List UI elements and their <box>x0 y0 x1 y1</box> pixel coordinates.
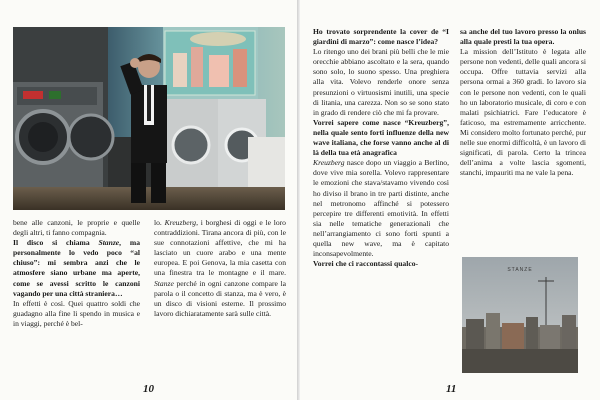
photo-illustration <box>13 27 285 210</box>
interview-question: Vorrei sapere come nasce “Kreuzberg”, nella quale sento forti influenze della new wave italiana, che forse vanno anche al di là della tua età anagrafica <box>313 117 449 158</box>
left-page <box>0 0 297 400</box>
paragraph: Kreuzberg nasce dopo un viaggio a Berlino, dove vive mia sorella. Volevo rappresentare le emozioni che stava/stavamo vivendo così ho diviso il brano in tre parti distinte, anche nel metronomo affinché si potessero percepire tre differenti emotività. In effetti sia nelle tematiche generazionali che nell’arrangiamento ci sono forti spunti a quella new wave, ma è capitato inconsapevolmente. <box>313 158 449 259</box>
album-cover <box>462 257 578 373</box>
laundromat-photo <box>13 27 285 210</box>
left-column-2 <box>154 218 286 319</box>
paragraph: In effetti è così. Quei quattro soldi che guadagno alla fine li spendo in musica e in viaggi, perché è bel- <box>13 298 140 328</box>
paragraph: lo. Kreuzberg, i borghesi di oggi e le loro contraddizioni. Tirana ancora di più, con le sue connotazioni affettive, che mi ha lasciato un cuore arabo e una mente europea. E poi Genova, la mia casetta con una finestra tra le montagne e il mare. Stanze perché in ogni canzone compare la parola o il concetto di stanza, ma è vero, è un disco di visioni esterne. Il prossimo lavoro dichiaratamente sarà sulle città. <box>154 218 286 318</box>
paragraph: La mission dell’Istituto è legata alle persone non vedenti, delle quali ancora si occupa. Offre tuttavia servizi alla persona ormai a 360 gradi. Io lavoro sia con le persone non vedenti, con le quali ho un laboratorio musicale, di coro e con malati psichiatrici. Fare l’educatore è faticoso, ma estremamente arricchente. Mi considero molto fortunato perché, pur nelle sue enormi difficoltà, è un lavoro di significati, di parola. Certo la trincea dell’anima a volte lascia sgomenti, stanchi, impauriti ma ne vale la pena. <box>460 47 586 178</box>
right-column-2 <box>460 27 586 178</box>
paragraph: Lo ritengo uno dei brani più belli che le mie orecchie abbiano ascoltato e la sera, quando sono solo, lo suono spesso. Una preghiera alla vita. Volevo renderle onore senza presunzioni o virtuosismi inutili, una specie di litania, una carezza. Non so se sono stato in grado di rendere ciò che mi fa provare. <box>313 47 449 117</box>
left-column-1 <box>13 218 140 329</box>
paragraph: bene alle canzoni, le proprie e quelle degli altri, ti fanno compagnia. <box>13 218 140 238</box>
interview-question: sa anche del tuo lavoro presso la onlus alla quale presti la tua opera. <box>460 27 586 47</box>
right-column-1 <box>313 27 449 269</box>
interview-question: Vorrei che ci raccontassi qualco- <box>313 259 419 269</box>
album-title: STANZE <box>507 267 533 273</box>
album-cover-art <box>462 257 578 373</box>
page-number: 11 <box>446 383 457 395</box>
interview-question: Ho trovato sorprendente la cover de “I giardini di marzo”: come nasce l’idea? <box>313 27 449 47</box>
page-number: 10 <box>143 383 154 395</box>
interview-question: Il disco si chiama Stanze, ma personalmente lo vedo poco “al chiuso”: mi sembra anzi che le atmosfere siano urbane ma aperte, come se avessi scritto le canzoni vagando per una città straniera… <box>13 238 140 298</box>
